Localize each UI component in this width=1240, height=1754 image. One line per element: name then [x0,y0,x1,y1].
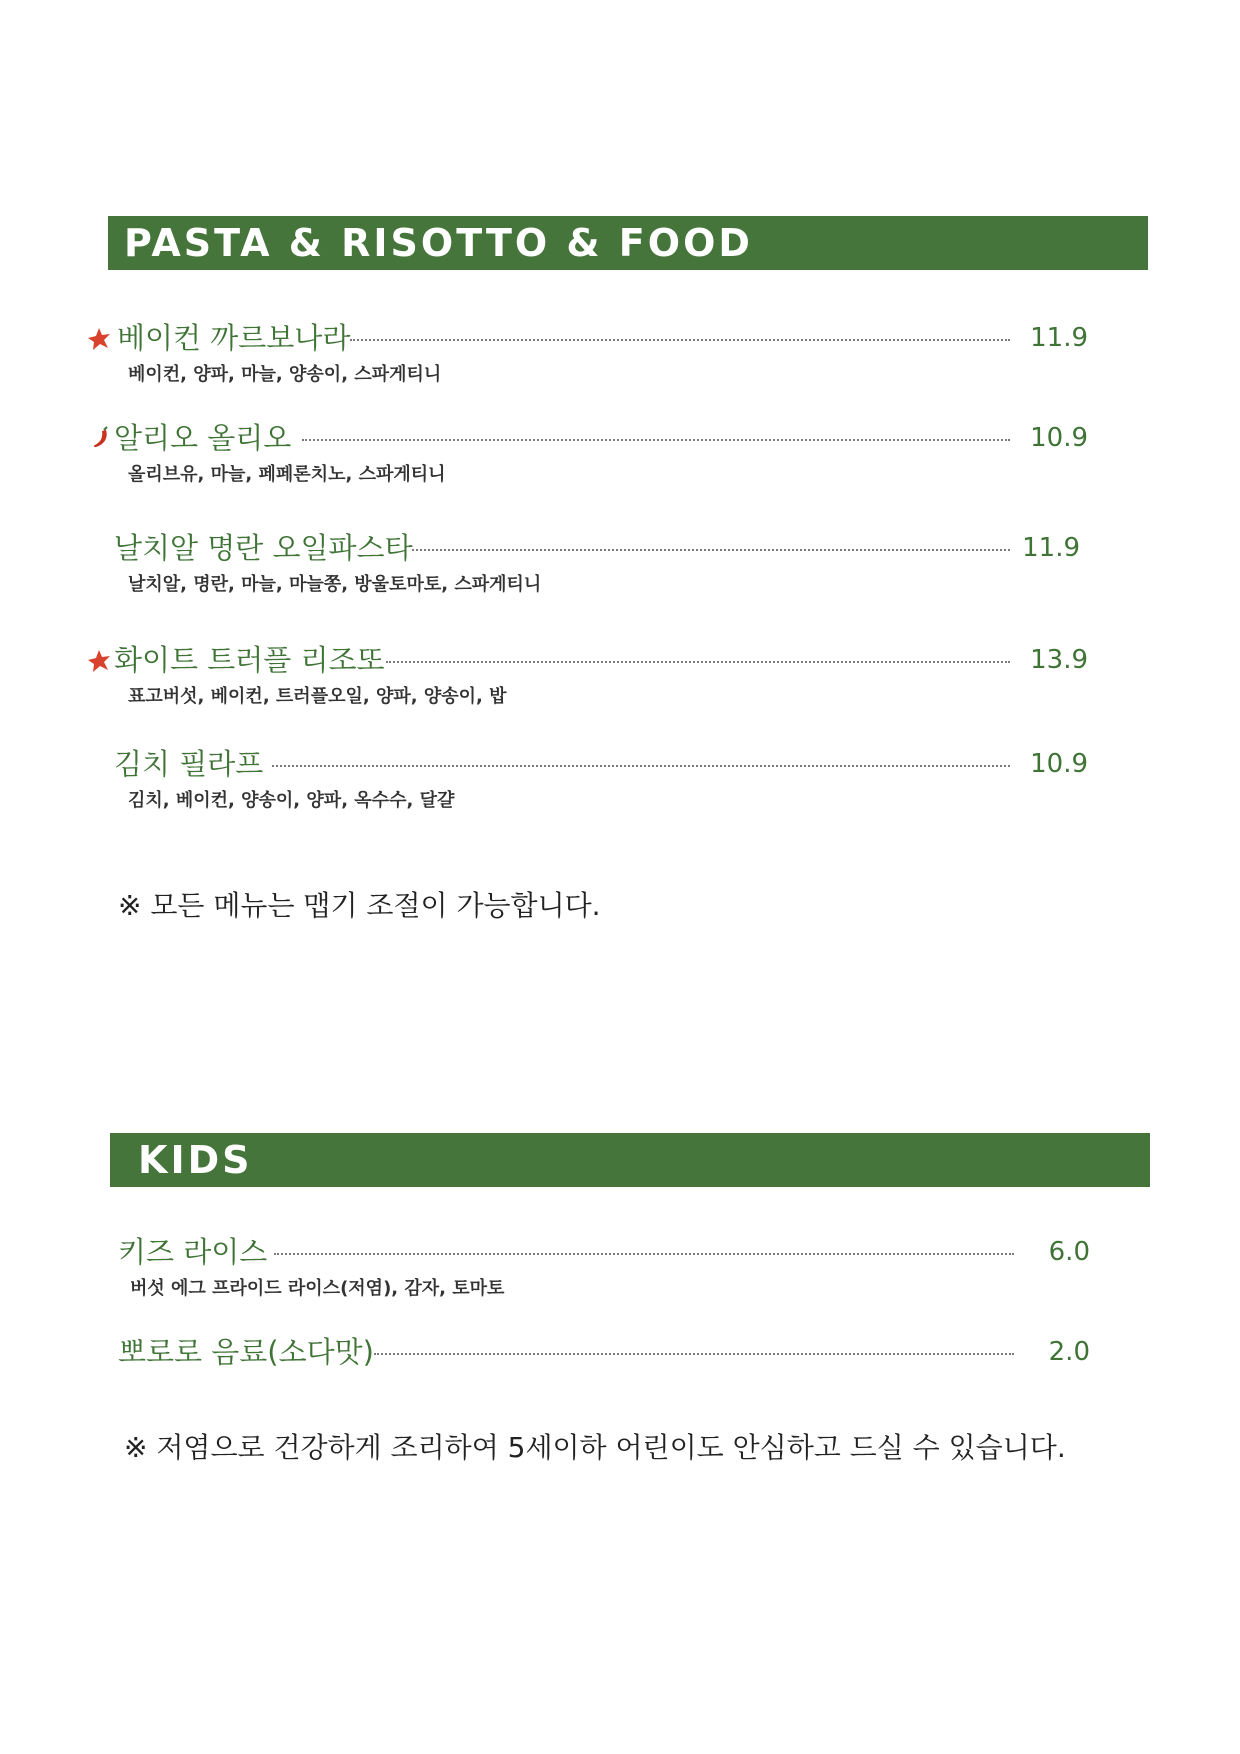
item-description: 표고버섯, 베이컨, 트러플오일, 양파, 양송이, 밥 [128,686,507,707]
item-name: 키즈 라이스 [118,1235,268,1269]
item-price: 13.9 [1030,645,1088,675]
dot-leader [386,661,1010,663]
item-name: 알리오 올리오 [114,421,292,455]
item-name: 베이컨 까르보나라 [117,321,351,355]
item-price: 10.9 [1030,749,1088,779]
dot-leader [374,1353,1014,1355]
item-description: 베이컨, 양파, 마늘, 양송이, 스파게티니 [128,364,442,385]
section-title: PASTA & RISOTTO & FOOD [124,221,753,265]
item-description: 날치알, 명란, 마늘, 마늘쫑, 방울토마토, 스파게티니 [128,574,542,595]
item-description: 버섯 에그 프라이드 라이스(저염), 감자, 토마토 [130,1278,505,1299]
dot-leader [350,339,1010,341]
item-name: 날치알 명란 오일파스타 [114,531,413,565]
item-price: 2.0 [1048,1337,1090,1367]
recommended-flower-icon [86,648,112,674]
item-name: 뽀로로 음료(소다맛) [118,1335,374,1369]
item-name: 화이트 트러플 리조또 [114,643,385,677]
dot-leader [412,549,1010,551]
item-price: 11.9 [1030,323,1088,353]
recommended-flower-icon [86,326,112,352]
item-price: 6.0 [1048,1237,1090,1267]
section-header-pasta [108,216,1148,270]
item-price: 11.9 [1022,533,1080,563]
item-name: 김치 필라프 [114,747,264,781]
section-header-kids [110,1133,1150,1187]
item-price: 10.9 [1030,423,1088,453]
chili-pepper-icon [88,426,114,452]
dot-leader [272,765,1010,767]
spice-note: ※ 모든 메뉴는 맵기 조절이 가능합니다. [118,889,601,922]
item-description: 김치, 베이컨, 양송이, 양파, 옥수수, 달걀 [128,790,455,811]
section-title: KIDS [138,1138,253,1182]
dot-leader [274,1253,1014,1255]
dot-leader [302,439,1010,441]
item-description: 올리브유, 마늘, 페페론치노, 스파게티니 [128,464,446,485]
kids-note: ※ 저염으로 건강하게 조리하여 5세이하 어린이도 안심하고 드실 수 있습니다. [124,1431,1066,1464]
